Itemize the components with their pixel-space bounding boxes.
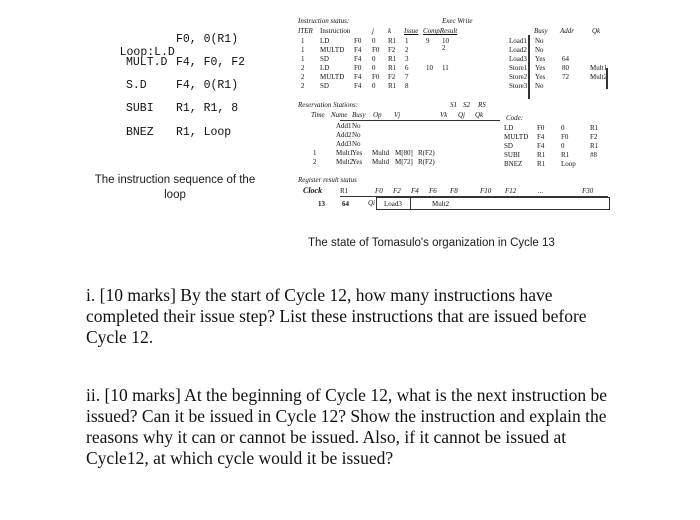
fig-code-row-1-op: LD bbox=[504, 124, 514, 132]
instr-row-2-iter: 1 bbox=[301, 46, 305, 54]
rs-row-5-vj: M[72] bbox=[395, 158, 413, 166]
instr-row-4-k: R1 bbox=[388, 64, 397, 72]
buffer-row-5-addr: 72 bbox=[562, 73, 569, 81]
rs-header-rule bbox=[340, 120, 500, 121]
instr-row-4-iter: 2 bbox=[301, 64, 305, 72]
instr-row-1-instr: LD bbox=[320, 37, 330, 45]
reg-hdr-9: F30 bbox=[582, 187, 594, 195]
buffer-row-4-qk: Mult1 bbox=[590, 64, 608, 72]
code-line-4: SUBI bbox=[126, 102, 154, 115]
fig-code-row-4-op: SUBI bbox=[504, 151, 520, 159]
buffer-row-3-busy: Yes bbox=[535, 55, 546, 63]
rs-row-4-op: Multd bbox=[372, 149, 390, 157]
hdr-r1: R1 bbox=[340, 187, 349, 195]
rs-row-5-busy: Yes bbox=[352, 158, 363, 166]
instr-row-2-k: F2 bbox=[388, 46, 396, 54]
instr-row-6-issue: 8 bbox=[405, 82, 409, 90]
reg-hdr-1: F0 bbox=[375, 187, 383, 195]
instr-row-5-dest: F4 bbox=[354, 73, 362, 81]
fig-code-row-3-src2: R1 bbox=[590, 142, 599, 150]
rs-row-1-busy: No bbox=[352, 122, 361, 130]
buffer-row-4-addr: 80 bbox=[562, 64, 569, 72]
code-caption: The instruction sequence of the loop bbox=[94, 174, 256, 201]
fig-code-row-2-op: MULTD bbox=[504, 133, 529, 141]
hdr-qj: Qj bbox=[458, 111, 465, 119]
buffer-row-1-name: Load1 bbox=[509, 37, 527, 45]
fig-code-row-3-src1: 0 bbox=[561, 142, 565, 150]
instr-row-4-dest: F0 bbox=[354, 64, 362, 72]
code-line-3: S.D bbox=[126, 79, 147, 92]
instr-row-1-dest: F0 bbox=[354, 37, 362, 45]
hdr-name: Name bbox=[331, 111, 348, 119]
hdr-op: Op bbox=[373, 111, 382, 119]
fig-code-row-4-dest: R1 bbox=[537, 151, 546, 159]
reg-hdr-7: F12 bbox=[505, 187, 517, 195]
rs-row-4-vj: M[80] bbox=[395, 149, 413, 157]
fig-code-row-3-dest: F4 bbox=[537, 142, 545, 150]
clock-value: 13 bbox=[318, 200, 325, 208]
instr-row-3-j: 0 bbox=[372, 55, 376, 63]
buffer-row-4-name: Store1 bbox=[509, 64, 528, 72]
instr-row-3-iter: 1 bbox=[301, 55, 305, 63]
instr-row-2-dest: F4 bbox=[354, 46, 362, 54]
instr-row-2-issue: 2 bbox=[405, 46, 409, 54]
instr-row-2-instr: MULTD bbox=[320, 46, 345, 54]
reg-hdr-2: F2 bbox=[393, 187, 401, 195]
rs-row-4-name: Mult1 bbox=[336, 149, 354, 157]
buffer-row-5-qk: Mult2 bbox=[590, 73, 608, 81]
instr-row-1-write-result: 10 bbox=[442, 37, 449, 45]
reg-title: Register result status bbox=[298, 176, 357, 184]
instr-status-title: Instruction status: bbox=[298, 17, 350, 25]
hdr-iter: ITER bbox=[298, 27, 313, 35]
fig-code-row-3-op: SD bbox=[504, 142, 513, 150]
hdr-s1: S1 bbox=[450, 101, 457, 109]
rs-row-5-op: Multd bbox=[372, 158, 390, 166]
instr-row-1-j: 0 bbox=[372, 37, 376, 45]
hdr-issue: Issue bbox=[404, 27, 419, 35]
fig-code-row-2-dest: F4 bbox=[537, 133, 545, 141]
fig-code-row-5-op: BNEZ bbox=[504, 160, 523, 168]
rs-row-3-name: Add3 bbox=[336, 140, 352, 148]
instr-row-6-instr: SD bbox=[320, 82, 329, 90]
instr-row-4-issue: 6 bbox=[405, 64, 409, 72]
hdr-rs-qk: Qk bbox=[475, 111, 484, 119]
hdr-qk: Qk bbox=[592, 27, 601, 35]
rs-row-2-busy: No bbox=[352, 131, 361, 139]
hdr-comp-result: CompResult bbox=[423, 27, 458, 35]
rs-row-5-time: 2 bbox=[313, 158, 317, 166]
instr-row-3-k: R1 bbox=[388, 55, 397, 63]
fig-code-row-4-src2: #8 bbox=[590, 151, 597, 159]
instr-row-3-dest: F4 bbox=[354, 55, 362, 63]
code-args-5: R1, Loop bbox=[176, 126, 232, 139]
buffer-row-3-addr: 64 bbox=[562, 55, 569, 63]
instr-row-5-k: F2 bbox=[388, 73, 396, 81]
f0-status: Load3 bbox=[384, 200, 402, 208]
buffer-row-6-name: Store3 bbox=[509, 82, 528, 90]
figure-caption: The state of Tomasulo's organization in Cycle 13 bbox=[308, 237, 555, 249]
code-line-2: MULT.D bbox=[126, 56, 168, 69]
instr-row-4-instr: LD bbox=[320, 64, 330, 72]
register-status-box bbox=[376, 197, 610, 210]
instr-row-1-iter: 1 bbox=[301, 37, 305, 45]
instr-row-2-j: F0 bbox=[372, 46, 380, 54]
hdr-rs-busy: Busy bbox=[352, 111, 366, 119]
buffer-row-6-busy: No bbox=[535, 82, 544, 90]
reg-hdr-5: F8 bbox=[450, 187, 458, 195]
code-line-5: BNEZ bbox=[126, 126, 154, 139]
instr-row-6-dest: F4 bbox=[354, 82, 362, 90]
buffer-row-2-name: Load2 bbox=[509, 46, 527, 54]
buffer-divider bbox=[528, 35, 530, 99]
instr-row-1-exec-comp: 9 bbox=[426, 37, 430, 45]
instr-row-5-issue: 7 bbox=[405, 73, 409, 81]
buffer-row-3-name: Load3 bbox=[509, 55, 527, 63]
instr-row-5-j: F0 bbox=[372, 73, 380, 81]
hdr-clock: Clock bbox=[303, 186, 323, 195]
code-label: Code: bbox=[506, 114, 524, 122]
r1-value: 64 bbox=[342, 200, 349, 208]
code-args-4: R1, R1, 8 bbox=[176, 102, 239, 115]
rs-row-4-busy: Yes bbox=[352, 149, 363, 157]
hdr-addr: Addr bbox=[560, 27, 574, 35]
rs-row-4-vk: R(F2) bbox=[418, 149, 435, 157]
hdr-vj: Vj bbox=[394, 111, 401, 119]
reg-cell-divider bbox=[410, 197, 411, 209]
reg-hdr-3: F4 bbox=[411, 187, 419, 195]
fig-code-row-5-src1: Loop bbox=[561, 160, 576, 168]
code-args-2: F4, F0, F2 bbox=[176, 56, 246, 69]
instr-row-3-instr: SD bbox=[320, 55, 329, 63]
instr-row2-extra: 2 bbox=[442, 44, 446, 52]
fig-code-row-2-src2: F2 bbox=[590, 133, 598, 141]
instr-row-6-k: R1 bbox=[388, 82, 397, 90]
instr-row-1-k: R1 bbox=[388, 37, 397, 45]
buffer-row-1-busy: No bbox=[535, 37, 544, 45]
hdr-vk: Vk bbox=[440, 111, 448, 119]
fig-code-row-4-src1: R1 bbox=[561, 151, 570, 159]
buffer-row-5-name: Store2 bbox=[509, 73, 528, 81]
question-2: ii. [10 marks] At the beginning of Cycle 12, what is the next instruction be issued? Can it be issued in Cycle 12? Show the instruction and explain the reasons why it can or cannot be issued. Also, if it cannot be issued at Cycle12, at which cycle would it be issued? bbox=[86, 385, 608, 468]
instr-row-6-j: 0 bbox=[372, 82, 376, 90]
f4-status: Mult2 bbox=[432, 200, 450, 208]
code-line-1: Loop:L.D bbox=[119, 46, 175, 59]
question-1: i. [10 marks] By the start of Cycle 12, how many instructions have completed their issue step? List these instructions that are issued before Cycle 12. bbox=[86, 285, 587, 347]
hdr-k: k bbox=[388, 27, 392, 35]
instr-row-4-write-result: 11 bbox=[442, 64, 449, 72]
rs-row-3-busy: No bbox=[352, 140, 361, 148]
instr-row-1-issue: 1 bbox=[405, 37, 409, 45]
fig-code-row-2-src1: F0 bbox=[561, 133, 569, 141]
reg-hdr-6: F10 bbox=[480, 187, 492, 195]
instr-row-5-iter: 2 bbox=[301, 73, 305, 81]
hdr-s2: S2 bbox=[463, 101, 470, 109]
rs-row-2-name: Add2 bbox=[336, 131, 352, 139]
rs-row-1-name: Add1 bbox=[336, 122, 352, 130]
reg-hdr-4: F6 bbox=[429, 187, 437, 195]
buffer-row-2-busy: No bbox=[535, 46, 544, 54]
hdr-busy: Busy bbox=[534, 27, 548, 35]
hdr-instruction: Instruction bbox=[320, 27, 351, 35]
rs-row-4-time: 1 bbox=[313, 149, 317, 157]
exec-write-header: Exec Write bbox=[442, 17, 473, 25]
fig-code-row-1-src1: 0 bbox=[561, 124, 565, 132]
qi-label: Qi bbox=[368, 199, 375, 207]
instr-row-4-exec-comp: 10 bbox=[426, 64, 433, 72]
hdr-rs: RS bbox=[478, 101, 486, 109]
buffer-row-4-busy: Yes bbox=[535, 64, 546, 72]
instr-row-6-iter: 2 bbox=[301, 82, 305, 90]
rs-row-5-name: Mult2 bbox=[336, 158, 354, 166]
instr-row-4-j: 0 bbox=[372, 64, 376, 72]
reg-hdr-8: ... bbox=[538, 187, 544, 195]
hdr-j: j bbox=[372, 27, 374, 35]
fig-code-row-1-dest: F0 bbox=[537, 124, 545, 132]
buffer-row-5-busy: Yes bbox=[535, 73, 546, 81]
code-args-3: F4, 0(R1) bbox=[176, 79, 239, 92]
instr-row-5-instr: MULTD bbox=[320, 73, 345, 81]
qk-box bbox=[606, 68, 608, 89]
rs-title: Reservation Stations: bbox=[298, 101, 359, 109]
rs-row-5-vk: R(F2) bbox=[418, 158, 435, 166]
instr-row-3-issue: 3 bbox=[405, 55, 409, 63]
fig-code-row-1-src2: R1 bbox=[590, 124, 599, 132]
fig-code-row-5-dest: R1 bbox=[537, 160, 546, 168]
hdr-time: Time bbox=[311, 111, 325, 119]
code-args-1: F0, 0(R1) bbox=[176, 33, 239, 46]
